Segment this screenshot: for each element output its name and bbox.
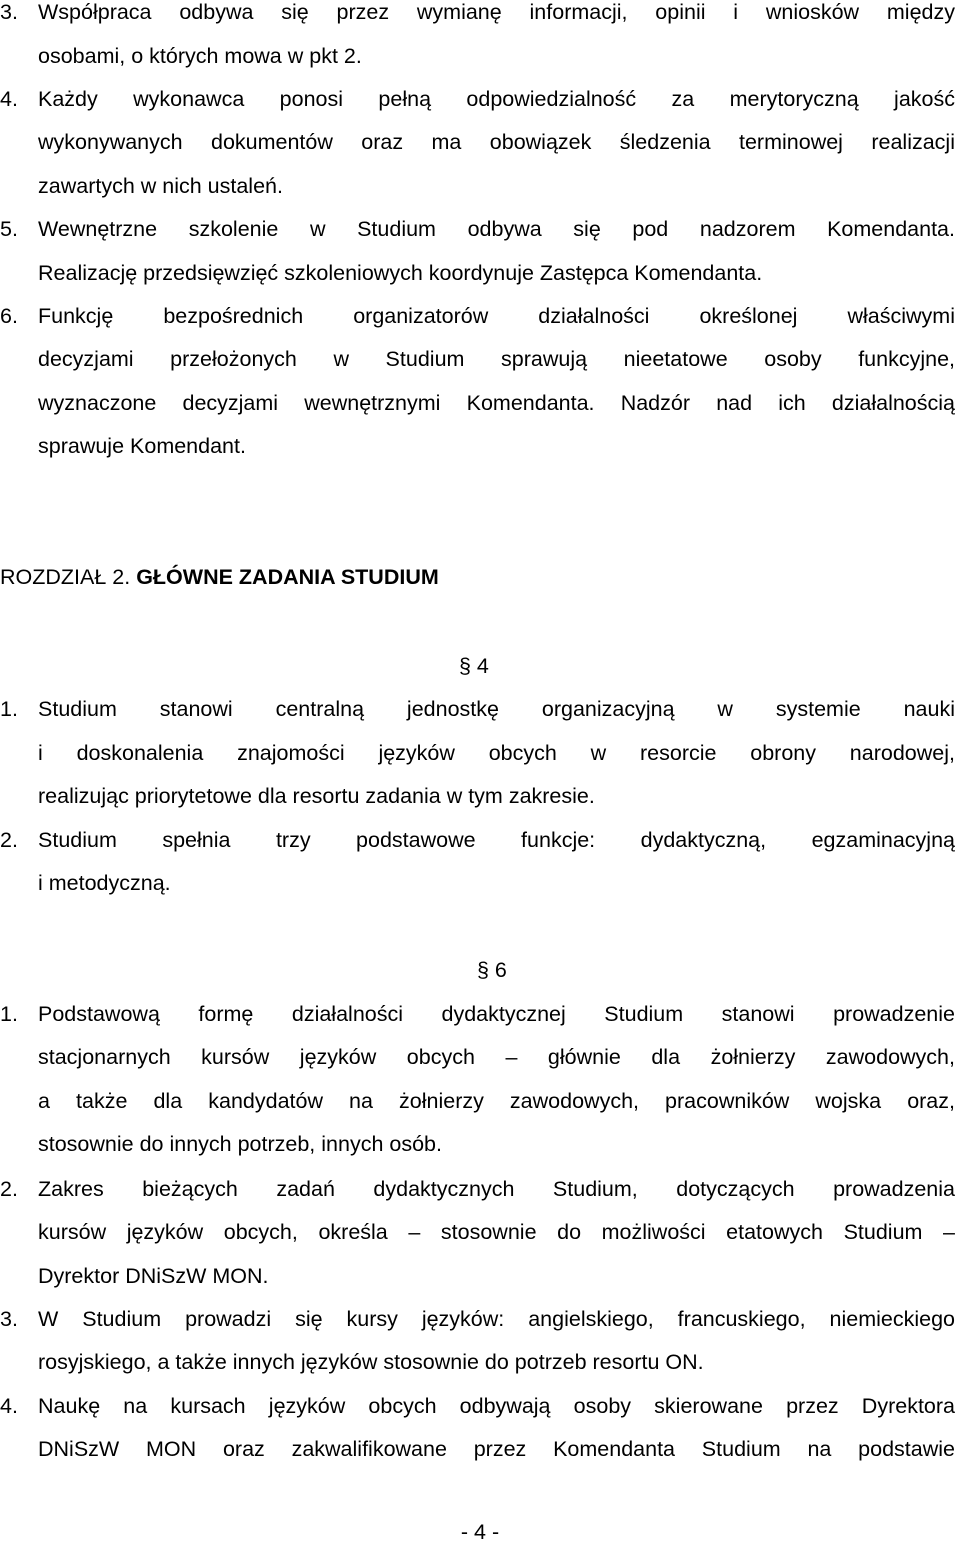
- list-number: 3.: [0, 1307, 18, 1331]
- list-text-line: kursów języków obcych, określa – stosownie do możliwości etatowych Studium –: [38, 1220, 955, 1244]
- page-number: - 4 -: [460, 1520, 500, 1544]
- list-text-line: i doskonalenia znajomości języków obcych w resorcie obrony narodowej,: [38, 741, 955, 765]
- list-text-line: Współpraca odbywa się przez wymianę informacji, opinii i wniosków między: [38, 0, 955, 24]
- list-text-line: rosyjskiego, a także innych języków stosownie do potrzeb resortu ON.: [38, 1350, 704, 1374]
- chapter-heading: [0, 565, 439, 590]
- list-number: 2.: [0, 828, 18, 852]
- list-text-line: stacjonarnych kursów języków obcych – głównie dla żołnierzy zawodowych,: [38, 1045, 955, 1069]
- list-number: 2.: [0, 1177, 18, 1201]
- list-text-line: DNiSzW MON oraz zakwalifikowane przez Komendanta Studium na podstawie: [38, 1437, 955, 1461]
- list-text-line: a także dla kandydatów na żołnierzy zawodowych, pracowników wojska oraz,: [38, 1089, 955, 1113]
- list-text-line: i metodyczną.: [38, 871, 171, 895]
- list-text-line: Podstawową formę działalności dydaktycznej Studium stanowi prowadzenie: [38, 1002, 955, 1026]
- paragraph-sign-4: § 4: [459, 654, 489, 678]
- chapter-title: GŁÓWNE ZADANIA STUDIUM: [136, 565, 439, 589]
- list-text-line: Wewnętrzne szkolenie w Studium odbywa się pod nadzorem Komendanta.: [38, 217, 955, 241]
- chapter-prefix: ROZDZIAŁ 2.: [0, 565, 137, 589]
- list-number: 6.: [0, 304, 18, 328]
- list-text-line: Funkcję bezpośrednich organizatorów działalności określonej właściwymi: [38, 304, 955, 328]
- list-text-line: Zakres bieżących zadań dydaktycznych Studium, dotyczących prowadzenia: [38, 1177, 955, 1201]
- list-text-line: zawartych w nich ustaleń.: [38, 174, 283, 198]
- list-number: 1.: [0, 1002, 18, 1026]
- list-text-line: realizując priorytetowe dla resortu zadania w tym zakresie.: [38, 784, 595, 808]
- list-text-line: wykonywanych dokumentów oraz ma obowiązek śledzenia terminowej realizacji: [38, 130, 955, 154]
- list-text-line: Realizację przedsięwzięć szkoleniowych koordynuje Zastępca Komendanta.: [38, 261, 763, 285]
- list-number: 4.: [0, 87, 18, 111]
- list-number: 4.: [0, 1394, 18, 1418]
- list-number: 1.: [0, 697, 18, 721]
- list-text-line: Studium stanowi centralną jednostkę organizacyjną w systemie nauki: [38, 697, 955, 721]
- list-text-line: stosownie do innych potrzeb, innych osób.: [38, 1132, 442, 1156]
- list-text-line: osobami, o których mowa w pkt 2.: [38, 44, 362, 68]
- list-text-line: wyznaczone decyzjami wewnętrznymi Komendanta. Nadzór nad ich działalnością: [38, 391, 955, 415]
- list-text-line: Studium spełnia trzy podstawowe funkcje: dydaktyczną, egzaminacyjną: [38, 828, 955, 852]
- list-text-line: Dyrektor DNiSzW MON.: [38, 1264, 269, 1288]
- paragraph-sign-6: § 6: [477, 958, 507, 982]
- list-number: 3.: [0, 0, 18, 24]
- list-text-line: sprawuje Komendant.: [38, 434, 246, 458]
- list-text-line: W Studium prowadzi się kursy języków: angielskiego, francuskiego, niemieckiego: [38, 1307, 955, 1331]
- list-number: 5.: [0, 217, 18, 241]
- list-text-line: decyzjami przełożonych w Studium sprawują nieetatowe osoby funkcyjne,: [38, 347, 955, 371]
- list-text-line: Naukę na kursach języków obcych odbywają osoby skierowane przez Dyrektora: [38, 1394, 955, 1418]
- list-text-line: Każdy wykonawca ponosi pełną odpowiedzialność za merytoryczną jakość: [38, 87, 955, 111]
